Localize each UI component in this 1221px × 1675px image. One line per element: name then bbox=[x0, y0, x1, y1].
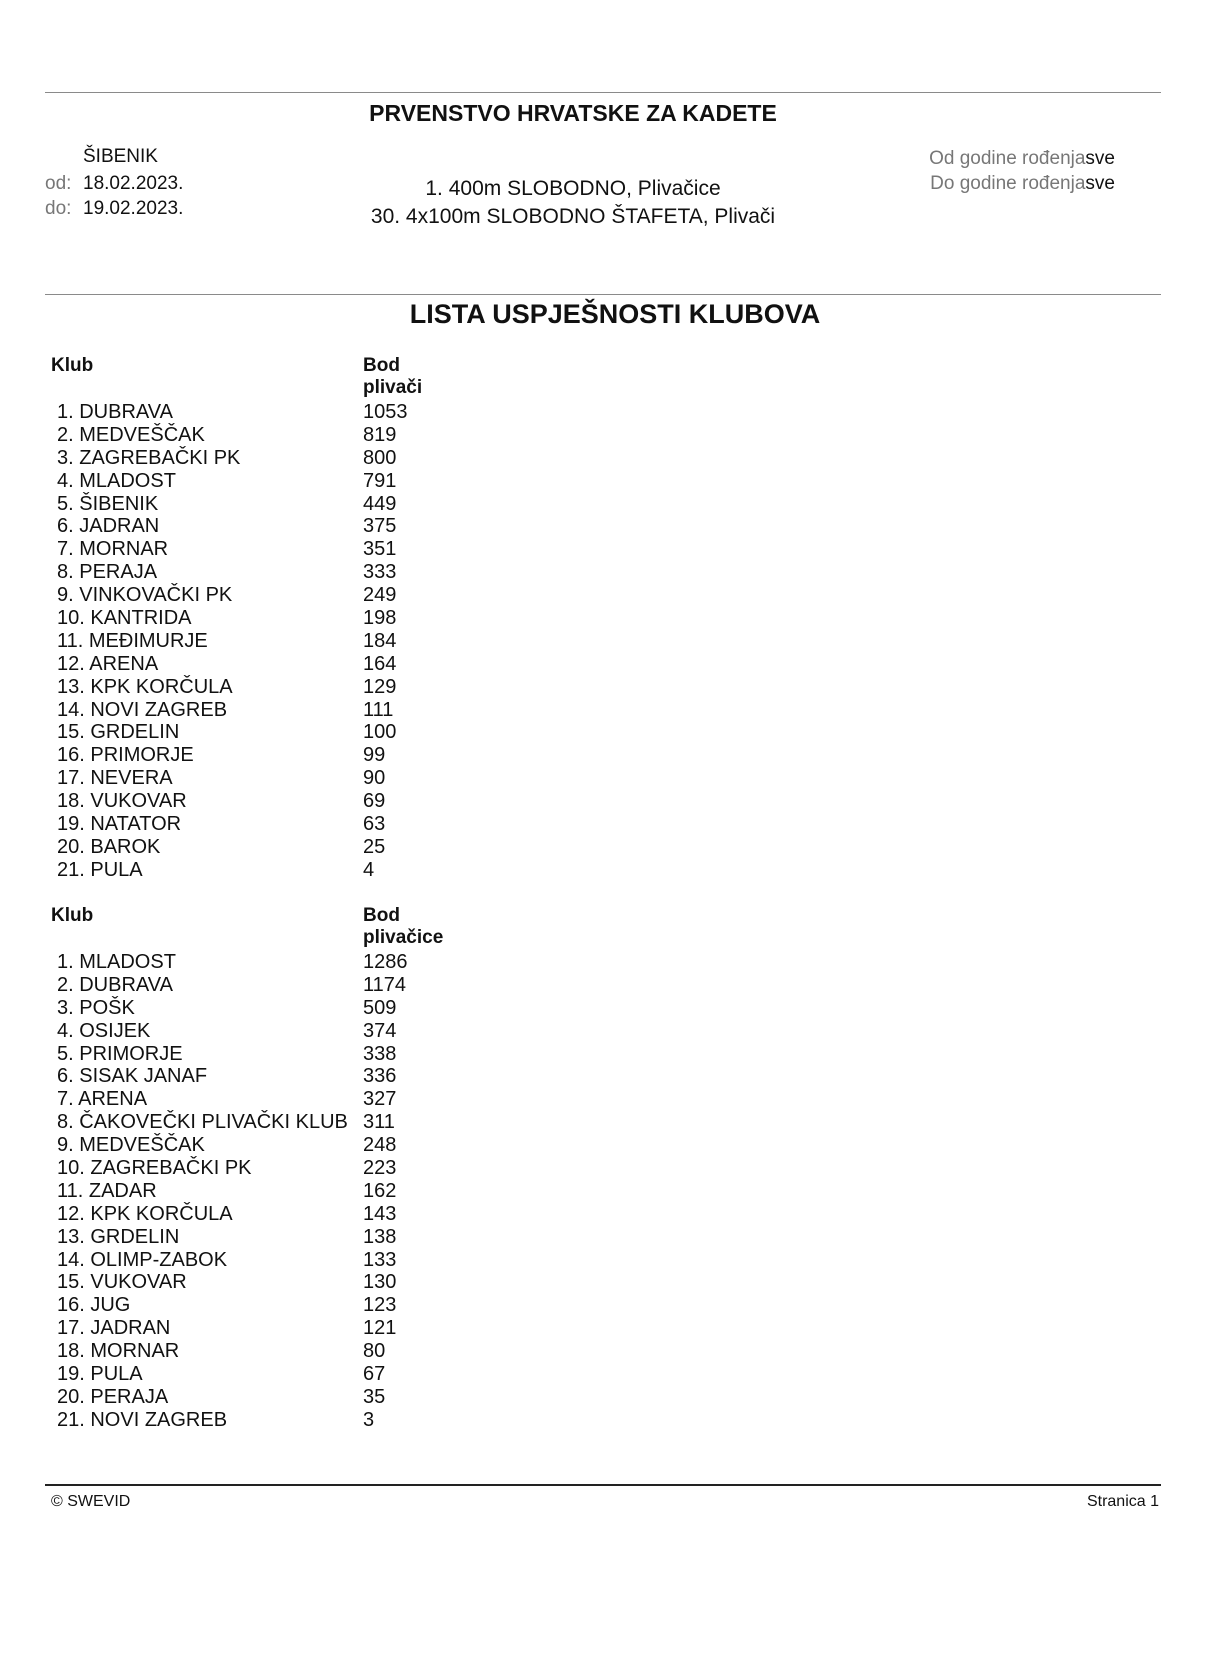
club-name: 10. KANTRIDA bbox=[57, 607, 192, 630]
club-name: 2. DUBRAVA bbox=[57, 973, 173, 996]
club-points: 80 bbox=[363, 1340, 386, 1363]
club-points: 35 bbox=[363, 1385, 386, 1408]
event-2: 30. 4x100m SLOBODNO ŠTAFETA, Plivači bbox=[370, 205, 776, 228]
club-name: 19. PULA bbox=[57, 1363, 143, 1386]
club-points: 90 bbox=[363, 767, 386, 790]
men-col-points: Bod plivači bbox=[363, 355, 423, 398]
club-name: 8. PERAJA bbox=[57, 561, 158, 584]
club-name: 3. ZAGREBAČKI PK bbox=[57, 446, 241, 469]
birth-year-filter bbox=[929, 146, 1115, 196]
club-name: 2. MEDVEŠČAK bbox=[57, 423, 205, 446]
club-points: 164 bbox=[363, 652, 397, 675]
club-name: 13. GRDELIN bbox=[57, 1225, 180, 1248]
club-name: 20. PERAJA bbox=[57, 1385, 169, 1408]
club-points: 123 bbox=[363, 1294, 397, 1317]
club-name: 18. VUKOVAR bbox=[57, 790, 187, 813]
club-points: 336 bbox=[363, 1065, 397, 1088]
club-points: 130 bbox=[363, 1271, 397, 1294]
men-col-club: Klub bbox=[51, 355, 94, 376]
club-points: 69 bbox=[363, 790, 386, 813]
club-points: 3 bbox=[363, 1408, 375, 1431]
club-name: 14. NOVI ZAGREB bbox=[57, 698, 228, 721]
club-points: 333 bbox=[363, 561, 397, 584]
club-points: 111 bbox=[363, 698, 394, 721]
club-points: 63 bbox=[363, 813, 386, 836]
list-title: LISTA USPJEŠNOSTI KLUBOVA bbox=[409, 299, 821, 329]
club-points: 374 bbox=[363, 1019, 397, 1042]
club-name: 3. POŠK bbox=[57, 996, 135, 1019]
club-points: 162 bbox=[363, 1179, 397, 1202]
club-name: 13. KPK KORČULA bbox=[57, 675, 233, 698]
club-name: 4. MLADOST bbox=[57, 469, 176, 492]
club-points: 375 bbox=[363, 515, 397, 538]
women-col-club: Klub bbox=[51, 905, 94, 926]
club-name: 19. NATATOR bbox=[57, 813, 182, 836]
club-points: 121 bbox=[363, 1317, 397, 1340]
club-name: 9. VINKOVAČKI PK bbox=[57, 584, 233, 607]
club-points: 198 bbox=[363, 607, 397, 630]
club-name: 8. ČAKOVEČKI PLIVAČKI KLUB bbox=[57, 1111, 348, 1134]
club-points: 249 bbox=[363, 584, 397, 607]
club-name: 1. MLADOST bbox=[57, 951, 176, 973]
birth-to-value: sve bbox=[1085, 173, 1115, 194]
club-name: 5. PRIMORJE bbox=[57, 1042, 183, 1065]
club-points: 1174 bbox=[363, 973, 407, 996]
birth-to-label: Do godine rođenja bbox=[930, 173, 1086, 194]
club-name: 14. OLIMP-ZABOK bbox=[57, 1248, 228, 1271]
club-points: 25 bbox=[363, 835, 386, 858]
birth-from-value: sve bbox=[1085, 148, 1115, 169]
footer-divider bbox=[45, 1484, 1161, 1486]
club-points: 100 bbox=[363, 721, 397, 744]
event-1: 1. 400m SLOBODNO, Plivačice bbox=[425, 177, 721, 200]
club-points: 184 bbox=[363, 629, 397, 652]
club-points: 509 bbox=[363, 996, 397, 1019]
date-from-label: od: bbox=[45, 173, 72, 194]
club-points: 248 bbox=[363, 1134, 397, 1157]
club-points: 99 bbox=[363, 744, 386, 767]
club-name: 9. MEDVEŠČAK bbox=[57, 1134, 205, 1157]
club-points: 1286 bbox=[363, 951, 408, 973]
birth-to-row bbox=[929, 171, 1115, 196]
club-name: 21. PULA bbox=[57, 858, 143, 881]
date-to-label: do: bbox=[45, 198, 72, 219]
club-points: 311 bbox=[363, 1111, 395, 1134]
club-name: 7. MORNAR bbox=[57, 538, 169, 561]
club-name: 12. KPK KORČULA bbox=[57, 1202, 233, 1225]
club-name: 6. SISAK JANAF bbox=[57, 1065, 208, 1088]
club-points: 791 bbox=[363, 469, 397, 492]
club-name: 17. JADRAN bbox=[57, 1317, 171, 1340]
women-col-points: Bod plivačice bbox=[363, 905, 444, 948]
club-name: 12. ARENA bbox=[57, 652, 159, 675]
location: ŠIBENIK bbox=[83, 146, 158, 167]
club-name: 5. ŠIBENIK bbox=[57, 492, 159, 515]
club-name: 15. VUKOVAR bbox=[57, 1271, 187, 1294]
club-name: 7. ARENA bbox=[57, 1088, 148, 1111]
club-points: 67 bbox=[363, 1363, 386, 1386]
club-name: 11. MEĐIMURJE bbox=[57, 629, 208, 652]
copyright: © SWEVID bbox=[51, 1493, 131, 1510]
club-points: 133 bbox=[363, 1248, 397, 1271]
club-points: 138 bbox=[363, 1225, 397, 1248]
top-divider bbox=[45, 92, 1161, 93]
club-points: 4 bbox=[363, 858, 375, 881]
club-name: 20. BAROK bbox=[57, 835, 161, 858]
section-divider bbox=[45, 294, 1161, 295]
club-name: 21. NOVI ZAGREB bbox=[57, 1408, 228, 1431]
club-name: 16. PRIMORJE bbox=[57, 744, 194, 767]
club-points: 143 bbox=[363, 1202, 397, 1225]
page-number: Stranica 1 bbox=[1086, 1493, 1159, 1510]
date-to-value: 19.02.2023. bbox=[83, 198, 184, 219]
club-points: 129 bbox=[363, 675, 397, 698]
club-points: 223 bbox=[363, 1157, 397, 1180]
club-points: 449 bbox=[363, 492, 397, 515]
club-points: 351 bbox=[363, 538, 397, 561]
club-name: 6. JADRAN bbox=[57, 515, 160, 538]
club-points: 1053 bbox=[363, 401, 408, 423]
date-from-value: 18.02.2023. bbox=[83, 173, 184, 194]
club-name: 16. JUG bbox=[57, 1294, 131, 1317]
club-name: 10. ZAGREBAČKI PK bbox=[57, 1157, 252, 1180]
competition-title: PRVENSTVO HRVATSKE ZA KADETE bbox=[369, 100, 777, 126]
birth-from-row bbox=[929, 146, 1115, 171]
club-points: 800 bbox=[363, 446, 397, 469]
club-name: 18. MORNAR bbox=[57, 1340, 180, 1363]
birth-from-label: Od godine rođenja bbox=[929, 148, 1086, 169]
club-points: 338 bbox=[363, 1042, 397, 1065]
club-name: 17. NEVERA bbox=[57, 767, 173, 790]
club-name: 4. OSIJEK bbox=[57, 1019, 151, 1042]
club-points: 819 bbox=[363, 423, 397, 446]
club-name: 11. ZADAR bbox=[57, 1179, 157, 1202]
club-name: 15. GRDELIN bbox=[57, 721, 180, 744]
club-name: 1. DUBRAVA bbox=[57, 401, 173, 423]
club-points: 327 bbox=[363, 1088, 397, 1111]
